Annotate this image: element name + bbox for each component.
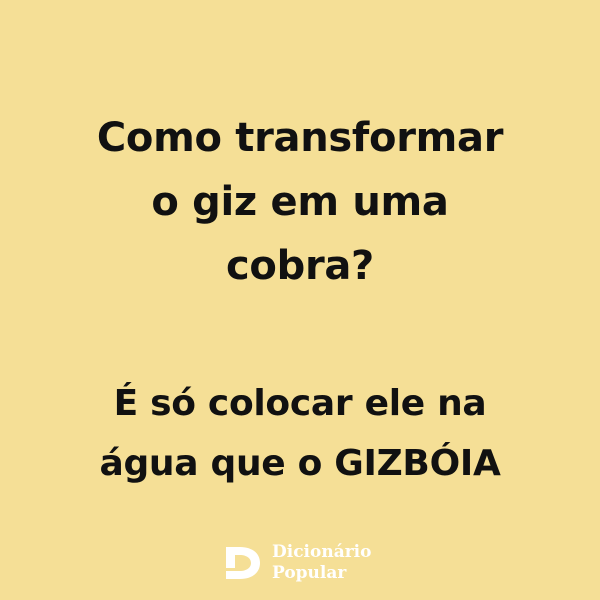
brand-logo [222,540,371,586]
letter-d-logo-icon [222,541,266,585]
answer-line-2: água que o GIZBÓIA [99,443,501,484]
answer-line-1: É só colocar ele na [113,383,487,424]
brand-name [272,542,371,584]
question-line-2: o giz em uma [151,179,449,225]
joke-answer [0,374,600,494]
brand-name-line-1: Dicionário [272,542,372,562]
question-line-3: cobra? [226,243,374,289]
brand-name-line-2: Popular [272,563,347,583]
joke-question [0,106,600,298]
question-line-1: Como transformar [96,115,504,161]
